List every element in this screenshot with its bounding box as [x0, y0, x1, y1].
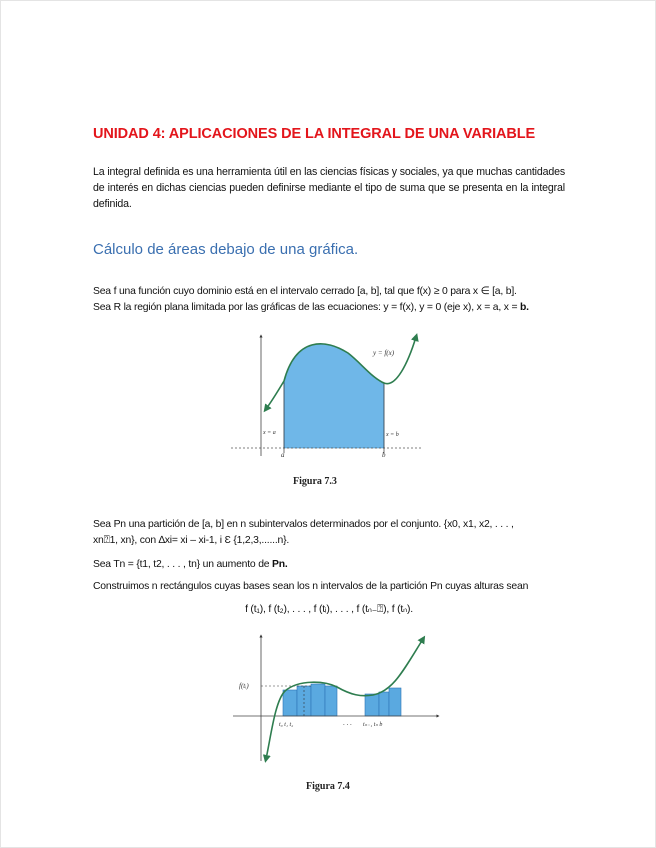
label-x-b: x = b	[386, 432, 399, 438]
ticks-right: tₙ₋₁ tₙ b	[363, 722, 383, 728]
paragraph-domain-line-1: Sea f una función cuyo dominio está en el intervalo cerrado [a, b], tal que f(x) ≥ 0 para x ∈ [a, b].	[93, 286, 517, 297]
curve-label: y = f(x)	[373, 349, 395, 357]
heights-formula: f (t₁), f (t₂), . . . , f (tᵢ), . . . , f (tₙ₋⍰), f (tₙ).	[245, 604, 413, 615]
label-x-a: x = a	[263, 430, 276, 436]
paragraph-domain-line-2-bold: b.	[520, 302, 529, 313]
intro-paragraph: La integral definida es una herramienta útil en las ciencias físicas y sociales, ya que muchas cantidades de interés en dichas ciencias pueden definirse mediante el tipo de suma que se presenta en la integral definida.	[93, 166, 565, 210]
tick-b: b	[382, 451, 386, 459]
page-title: UNIDAD 4: APLICACIONES DE LA INTEGRAL DE UNA VARIABLE	[93, 126, 536, 142]
rect-1	[283, 690, 297, 716]
paragraph-domain-line-2-text: Sea R la región plana limitada por las gráficas de las ecuaciones: y = f(x), y = 0 (eje x), x = a, x =	[93, 302, 520, 313]
axis-dots: . . .	[343, 719, 352, 727]
paragraph-domain	[93, 284, 573, 316]
figure-7-4-caption: Figura 7.4	[306, 781, 350, 792]
rect-7	[389, 688, 401, 716]
paragraph-partition	[93, 517, 573, 549]
paragraph-domain-line-2	[93, 300, 573, 316]
rect-5	[365, 694, 379, 716]
area-region	[284, 344, 384, 448]
paragraph-partition-line-2: xn⍰1, xn}, con ∆xi= xi – xi-1, i Ɛ {1,2,3,......n}.	[93, 535, 290, 546]
figure-7-3	[226, 331, 426, 461]
rect-3	[311, 684, 325, 716]
ticks-left: t₀ t₁ t₂	[279, 722, 294, 728]
paragraph-rectangles: Construimos n rectángulos cuyas bases sean los n intervalos de la partición Pn cuyas alturas sean	[93, 581, 529, 592]
rect-6	[379, 692, 389, 716]
tick-a: a	[281, 451, 285, 459]
figure-7-4	[233, 631, 443, 766]
paragraph-augment-bold: Pn.	[272, 559, 288, 570]
figure-7-3-caption: Figura 7.3	[293, 476, 337, 487]
paragraph-augment-text: Sea Tn = {t1, t2, . . . , tn} un aumento de	[93, 559, 273, 570]
rect-4	[325, 686, 337, 716]
paragraph-augment	[93, 557, 573, 573]
paragraph-partition-line-1: Sea Pn una partición de [a, b] en n subintervalos determinados por el conjunto. {x0, x1, x2, . . . ,	[93, 519, 514, 530]
section-heading: Cálculo de áreas debajo de una gráfica.	[93, 241, 359, 258]
y-label: f(tᵢ)	[239, 682, 249, 690]
